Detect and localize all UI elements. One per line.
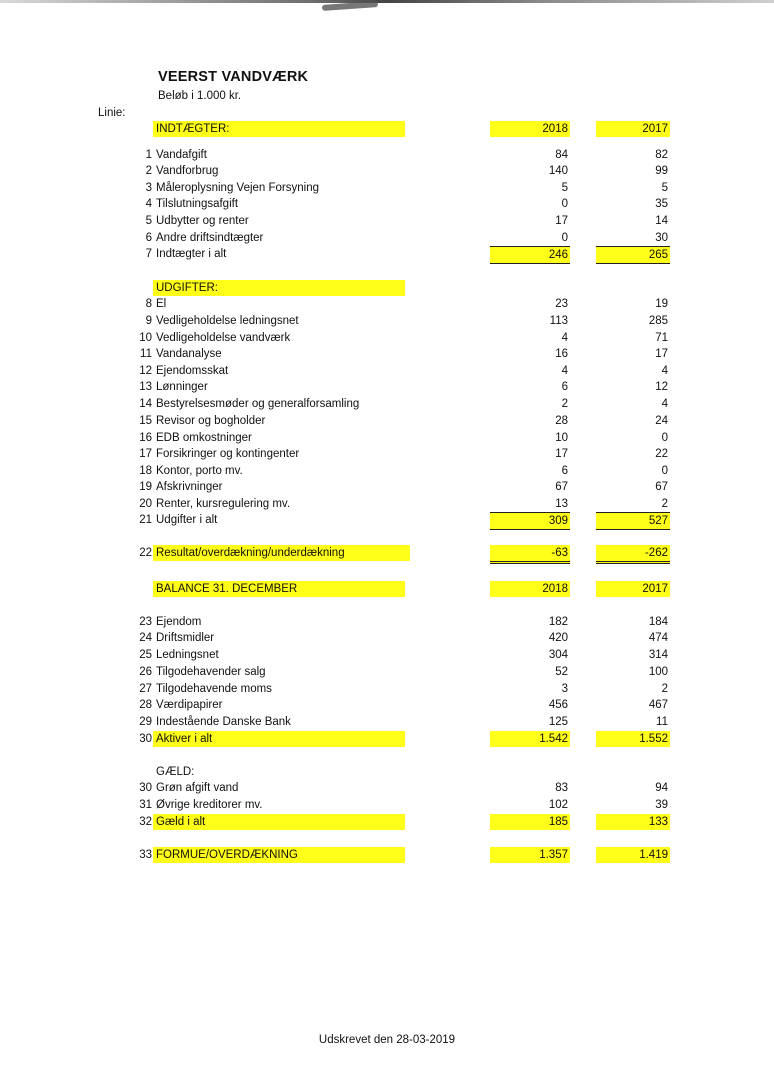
row-label: Tilgodehavender salg xyxy=(156,666,266,678)
assets-total-2018: 1.542 xyxy=(490,731,570,747)
table-row xyxy=(0,330,774,346)
income-year-2018: 2018 xyxy=(490,121,570,137)
value-2018: 52 xyxy=(555,666,568,678)
result-2018: -63 xyxy=(490,545,570,564)
result-row xyxy=(0,545,774,561)
equity-2018: 1.357 xyxy=(490,847,570,863)
value-2017: 14 xyxy=(655,215,668,227)
line-number: 12 xyxy=(139,365,152,377)
income-total-2018: 246 xyxy=(490,246,570,264)
value-2018: 84 xyxy=(555,149,568,161)
document-title: VEERST VANDVÆRK xyxy=(158,69,309,85)
table-row xyxy=(0,664,774,680)
line-number: 32 xyxy=(139,816,152,828)
expenses-total-row xyxy=(0,512,774,528)
value-2017: 100 xyxy=(648,666,668,678)
income-total-row xyxy=(0,246,774,262)
line-number: 19 xyxy=(139,481,152,493)
table-row xyxy=(0,296,774,312)
line-number: 15 xyxy=(139,415,152,427)
row-label: Bestyrelsesmøder og generalforsamling xyxy=(156,398,360,410)
table-row xyxy=(0,396,774,412)
table-row xyxy=(0,430,774,446)
value-2017: 0 xyxy=(661,432,668,444)
row-label: Vandanalyse xyxy=(156,348,222,360)
row-label: Indtægter i alt xyxy=(156,248,227,260)
debt-total-row xyxy=(0,814,774,830)
value-2017: 285 xyxy=(648,315,668,327)
result-label: Resultat/overdækning/underdækning xyxy=(153,545,410,561)
table-row xyxy=(0,630,774,646)
debt-total-2017: 133 xyxy=(596,814,670,830)
expenses-total-2018: 309 xyxy=(490,512,570,530)
line-number: 25 xyxy=(139,649,152,661)
table-row xyxy=(0,681,774,697)
expenses-total-2017: 527 xyxy=(596,512,670,530)
table-row xyxy=(0,363,774,379)
value-2017: 19 xyxy=(655,298,668,310)
table-row xyxy=(0,714,774,730)
table-row xyxy=(0,463,774,479)
expenses-header: UDGIFTER: xyxy=(153,280,405,296)
table-row xyxy=(0,346,774,362)
table-row xyxy=(0,697,774,713)
row-label: Tilgodehavende moms xyxy=(156,683,272,695)
value-2017: 0 xyxy=(661,465,668,477)
value-2017: 4 xyxy=(661,398,668,410)
row-label: Forsikringer og kontingenter xyxy=(156,448,300,460)
row-label: Revisor og bogholder xyxy=(156,415,266,427)
row-label: Øvrige kreditorer mv. xyxy=(156,799,263,811)
line-number: 28 xyxy=(139,699,152,711)
value-2018: 125 xyxy=(548,716,568,728)
value-2018: 10 xyxy=(555,432,568,444)
value-2017: 5 xyxy=(661,182,668,194)
value-2018: 304 xyxy=(548,649,568,661)
assets-total-row xyxy=(0,731,774,747)
result-2017: -262 xyxy=(596,545,670,564)
table-row xyxy=(0,196,774,212)
print-date-footer: Udskrevet den 28-03-2019 xyxy=(318,1034,456,1046)
line-number: 2 xyxy=(145,165,152,177)
row-label: Ejendomsskat xyxy=(156,365,229,377)
row-label: Tilslutningsafgift xyxy=(156,198,239,210)
row-label: Lønninger xyxy=(156,381,208,393)
line-number: 24 xyxy=(139,632,152,644)
value-2018: 16 xyxy=(555,348,568,360)
value-2018: 420 xyxy=(548,632,568,644)
line-number: 33 xyxy=(139,849,152,861)
equity-2017: 1.419 xyxy=(596,847,670,863)
row-label: Måleroplysning Vejen Forsyning xyxy=(156,182,320,194)
line-number: 30 xyxy=(139,782,152,794)
debt-total-label: Gæld i alt xyxy=(153,814,405,830)
line-number: 29 xyxy=(139,716,152,728)
balance-year-2017: 2017 xyxy=(596,581,670,597)
row-label: El xyxy=(156,298,167,310)
value-2017: 2 xyxy=(661,498,668,510)
table-row xyxy=(0,230,774,246)
line-number: 31 xyxy=(139,799,152,811)
value-2018: 17 xyxy=(555,215,568,227)
value-2018: 28 xyxy=(555,415,568,427)
row-label: Driftsmidler xyxy=(156,632,215,644)
value-2018: 83 xyxy=(555,782,568,794)
line-number: 27 xyxy=(139,683,152,695)
assets-total-2017: 1.552 xyxy=(596,731,670,747)
equity-row xyxy=(0,847,774,863)
balance-header: BALANCE 31. DECEMBER xyxy=(153,581,405,597)
table-row xyxy=(0,313,774,329)
row-label: Ledningsnet xyxy=(156,649,219,661)
row-label: Ejendom xyxy=(156,616,202,628)
value-2017: 12 xyxy=(655,381,668,393)
value-2018: 3 xyxy=(561,683,568,695)
row-label: EDB omkostninger xyxy=(156,432,252,444)
table-row xyxy=(0,213,774,229)
value-2017: 22 xyxy=(655,448,668,460)
table-row xyxy=(0,797,774,813)
row-label: Værdipapirer xyxy=(156,699,223,711)
line-number: 9 xyxy=(145,315,152,327)
line-column-label: Linie: xyxy=(98,107,126,119)
row-label: Renter, kursregulering mv. xyxy=(156,498,291,510)
row-label: Vandafgift xyxy=(156,149,207,161)
line-number: 16 xyxy=(139,432,152,444)
row-label: Vedligeholdelse vandværk xyxy=(156,332,291,344)
line-number: 4 xyxy=(145,198,152,210)
value-2018: 4 xyxy=(561,332,568,344)
value-2018: 2 xyxy=(561,398,568,410)
value-2018: 67 xyxy=(555,481,568,493)
value-2017: 30 xyxy=(655,232,668,244)
line-number: 26 xyxy=(139,666,152,678)
value-2017: 11 xyxy=(656,716,668,728)
row-label: Vedligeholdelse ledningsnet xyxy=(156,315,299,327)
income-total-2017: 265 xyxy=(596,246,670,264)
line-number: 6 xyxy=(145,232,152,244)
table-row xyxy=(0,647,774,663)
income-header: INDTÆGTER: xyxy=(153,121,405,137)
line-number: 18 xyxy=(139,465,152,477)
value-2017: 39 xyxy=(655,799,668,811)
balance-header-row xyxy=(0,581,774,597)
value-2018: 17 xyxy=(555,448,568,460)
value-2017: 99 xyxy=(655,165,668,177)
income-header-row xyxy=(0,121,774,137)
value-2017: 94 xyxy=(655,782,668,794)
value-2018: 182 xyxy=(548,616,568,628)
table-row xyxy=(0,379,774,395)
value-2017: 35 xyxy=(655,198,668,210)
value-2018: 5 xyxy=(561,182,568,194)
value-2017: 2 xyxy=(661,683,668,695)
table-row xyxy=(0,446,774,462)
value-2018: 140 xyxy=(548,165,568,177)
value-2018: 6 xyxy=(561,381,568,393)
row-label: Grøn afgift vand xyxy=(156,782,239,794)
debt-header: GÆLD: xyxy=(156,766,195,778)
value-2017: 474 xyxy=(648,632,668,644)
document-subtitle: Beløb i 1.000 kr. xyxy=(158,90,242,102)
value-2018: 13 xyxy=(555,498,568,510)
table-row xyxy=(0,413,774,429)
value-2018: 4 xyxy=(561,365,568,377)
debt-total-2018: 185 xyxy=(490,814,570,830)
equity-label: FORMUE/OVERDÆKNING xyxy=(153,847,405,863)
value-2018: 113 xyxy=(549,315,568,327)
value-2017: 24 xyxy=(655,415,668,427)
line-number: 22 xyxy=(139,547,152,559)
assets-total-label: Aktiver i alt xyxy=(153,731,405,747)
expenses-header-row xyxy=(0,280,774,296)
value-2018: 456 xyxy=(548,699,568,711)
line-number: 3 xyxy=(145,182,152,194)
line-number: 21 xyxy=(139,514,152,526)
line-number: 17 xyxy=(139,448,152,460)
row-label: Udgifter i alt xyxy=(156,514,218,526)
value-2017: 71 xyxy=(655,332,668,344)
value-2017: 4 xyxy=(661,365,668,377)
value-2017: 184 xyxy=(648,616,668,628)
value-2017: 82 xyxy=(655,149,668,161)
value-2017: 67 xyxy=(655,481,668,493)
value-2018: 102 xyxy=(548,799,568,811)
value-2018: 23 xyxy=(555,298,568,310)
line-number: 7 xyxy=(145,248,152,260)
table-row xyxy=(0,780,774,796)
line-number: 8 xyxy=(145,298,152,310)
line-number: 30 xyxy=(139,733,152,745)
income-year-2017: 2017 xyxy=(596,121,670,137)
row-label: Afskrivninger xyxy=(156,481,223,493)
table-row xyxy=(0,479,774,495)
table-row xyxy=(0,163,774,179)
value-2018: 6 xyxy=(561,465,568,477)
balance-year-2018: 2018 xyxy=(490,581,570,597)
line-number: 20 xyxy=(139,498,152,510)
table-row xyxy=(0,147,774,163)
row-label: Indestående Danske Bank xyxy=(156,716,291,728)
line-number: 23 xyxy=(139,616,152,628)
value-2018: 0 xyxy=(561,232,568,244)
value-2017: 314 xyxy=(648,649,668,661)
row-label: Udbytter og renter xyxy=(156,215,249,227)
row-label: Vandforbrug xyxy=(156,165,219,177)
value-2018: 0 xyxy=(561,198,568,210)
value-2017: 467 xyxy=(648,699,668,711)
row-label: Kontor, porto mv. xyxy=(156,465,243,477)
table-row xyxy=(0,614,774,630)
line-number: 11 xyxy=(140,348,152,360)
line-number: 13 xyxy=(139,381,152,393)
line-number: 5 xyxy=(145,215,152,227)
table-row xyxy=(0,496,774,512)
value-2017: 17 xyxy=(655,348,668,360)
line-number: 14 xyxy=(139,398,152,410)
line-number: 1 xyxy=(145,149,152,161)
row-label: Andre driftsindtægter xyxy=(156,232,264,244)
line-number: 10 xyxy=(139,332,152,344)
debt-header-row xyxy=(0,764,774,780)
table-row xyxy=(0,180,774,196)
